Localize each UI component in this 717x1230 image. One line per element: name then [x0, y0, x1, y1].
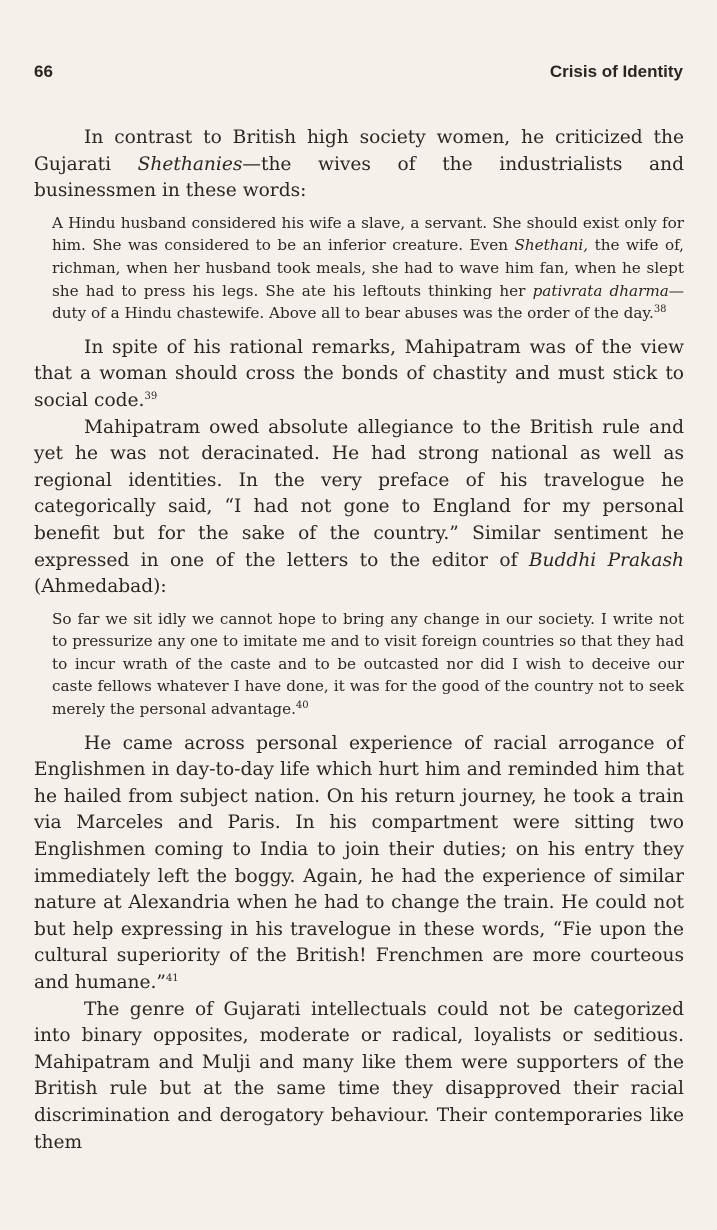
italic-term: Buddhi Prakash — [528, 549, 684, 571]
paragraph — [34, 125, 684, 205]
block-quote — [52, 212, 684, 325]
italic-term: Shethanies — [137, 153, 243, 175]
body-text — [34, 125, 684, 1156]
paragraph — [34, 731, 684, 997]
text-run: Mahipatram owed absolute allegiance to the British rule and yet he was not deracinated. He had strong national as well as regional identities. In the very preface of his travelogue he categorically said, “I had not gone to England for my personal benefit but for the sake of the country.” Similar sentiment he expressed in one of the letters to the editor of — [34, 416, 684, 571]
text-run: the wife of, richman, when her husband took meals, she had to wave him fan, when he slept she had to press his legs. She ate his leftouts thinking her — [52, 236, 685, 300]
text-run: In spite of his rational remarks, Mahipatram was of the view that a woman should cross the bonds of chastity and must stick to social code. — [34, 336, 684, 411]
footnote-ref: 39 — [144, 390, 158, 402]
block-quote — [52, 608, 684, 721]
text-run: He came across personal experience of racial arrogance of Englishmen in day-to-day life which hurt him and reminded him that he hailed from subject nation. On his return journey, he took a train via Marceles and Paris. In his compartment were sitting two Englishmen coming to India to join their duties; on his entry they immediately left the boggy. Again, he had the experience of similar nature at Alexandria when he had to change the train. He could not but help expressing in his travelogue in these words, “Fie upon the cultural superiority of the British! Frenchmen are more courteous and humane.” — [34, 732, 684, 993]
text-run: The genre of Gujarati intellectuals could not be categorized into binary opposites, moderate or radical, loyalists or seditious. Mahipatram and Mulji and many like them were supporters of the British rule but at the same time they disapproved their racial discrimination and derogatory behaviour. Their contemporaries like them — [34, 998, 684, 1153]
running-title: Crisis of Identity — [549, 62, 683, 81]
italic-term: Shethani, — [514, 236, 589, 255]
text-run: —the wives of the industrialists and businessmen in these words: — [34, 153, 684, 202]
text-run: (Ahmedabad): — [34, 576, 167, 598]
text-run: So far we sit idly we cannot hope to bring any change in our society. I write not to pressurize any one to imitate me and to visit foreign countries so that they had to incur wrath of the caste and to be outcasted nor did I wish to deceive our caste fellows whatever I have done, it was for the good of the country not to seek merely the personal advantage. — [52, 609, 684, 719]
italic-term: pativrata dharma — [532, 281, 669, 300]
footnote-ref: 38 — [653, 304, 667, 316]
footnote-ref: 40 — [295, 700, 309, 711]
paragraph — [34, 415, 684, 601]
text-run: In contrast to British high society women, he criticized the Gujarati — [34, 127, 684, 175]
page-number: 66 — [34, 62, 53, 81]
text-run: A Hindu husband considered his wife a slave, a servant. She should exist only for him. She was considered to be an inferior creature. Even — [52, 213, 684, 255]
page-header — [34, 62, 683, 92]
paragraph — [34, 997, 684, 1157]
paragraph — [34, 335, 684, 415]
text-run: —duty of a Hindu chastewife. Above all to bear abuses was the order of the day. — [52, 281, 684, 323]
footnote-ref: 41 — [165, 972, 179, 984]
